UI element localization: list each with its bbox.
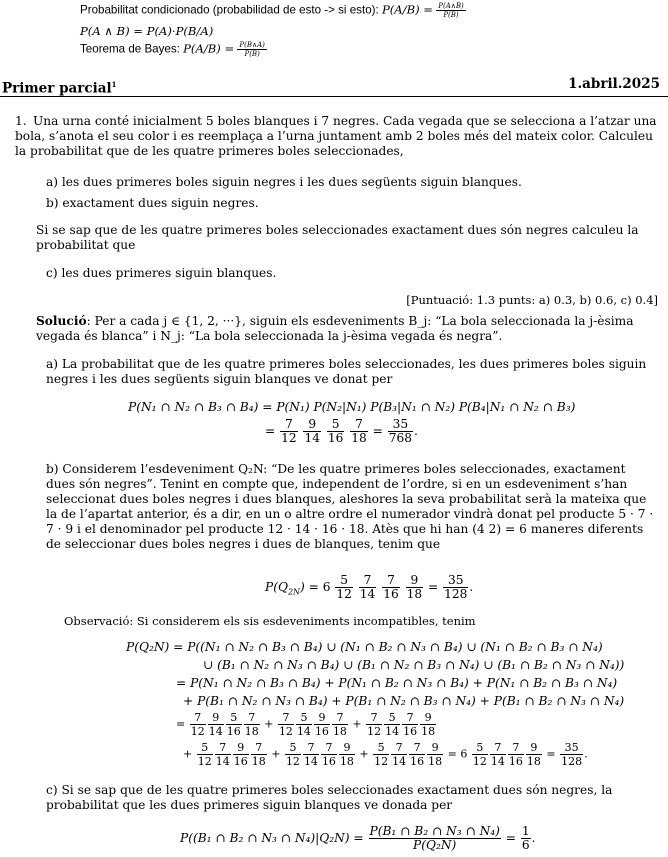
solution-intro-text: : Per a cada j ∈ {1, 2, ···}, siguin els esdeveniments B_j: “La bola seleccionada la j-èsima vegada és blanca” i N_j: “La bola seleccionada la j-èsima vegada és negra”. (36, 314, 634, 343)
problem-item-b: b) exactament dues siguin negres. (46, 196, 259, 210)
note-line-3 (80, 41, 267, 58)
frac-num: P(A∧B) (438, 2, 464, 10)
fraction: $\frac{9}{14}$ (304, 417, 320, 445)
exam-title (2, 77, 116, 97)
fraction: $\frac{5}{16}$ (327, 417, 344, 445)
fraction: $\frac{7}{16}$ (383, 573, 399, 601)
solution-c-eq: P((B₁ ∩ B₂ ∩ N₃ ∩ N₄)|Q₂N) = $\frac{\text{P(B₁ ∩ B₂ ∩ N₃ ∩ N₄)}}{\text{P(Q₂N)}}$ = $\frac{1}{6}$ . (180, 824, 536, 852)
solution-b-text: b) Considerem l’esdeveniment Q₂N: “De les quatre primeres boles seleccionades, exactament dues són negres”. Tenint en compte que, independent de l’ordre, si en un esdeveniment s’han seleccionat dues boles negres i dues blanques, aleshores la seva probabilitat serà la mateixa que la de l’apartat anterior, és a dir, en un o altre ordre el numerador vindrà donat pel producte 5 · 7 · 7 · 9 i el denominador pel producte 12 · 14 · 16 · 18. Atès que hi han (4 2) = 6 maneres diferents de seleccionar dues boles negres i dues de blanques, tenim que (46, 462, 654, 551)
frac-num: P(B₁ ∩ B₂ ∩ N₃ ∩ N₄) (369, 824, 500, 838)
solution-a-eq1: P(N₁ ∩ N₂ ∩ B₃ ∩ B₄) = P(N₁) P(N₂|N₁) P(B₃|N₁ ∩ N₂) P(B₄|N₁ ∩ N₂ ∩ B₃) (128, 400, 576, 414)
frac-den: P(B) (244, 50, 260, 58)
fraction: $\frac{7}{12}$ (281, 417, 297, 445)
fraction (369, 825, 501, 852)
note-text: Probabilitat condicionado (probabilidad de esto -> si esto): (80, 3, 379, 17)
observation-line-2: ∪ (B₁ ∩ N₂ ∩ N₃ ∩ B₄) ∪ (B₁ ∩ N₂ ∩ B₃ ∩ N₄) ∪ (B₁ ∩ B₂ ∩ N₃ ∩ N₄)) (203, 658, 625, 672)
fraction: $\frac{9}{18}$ (406, 573, 423, 601)
solution-b-eq: $P(Q_{2N}) = 6$ $\frac{5}{12}$ $\frac{7}{14}$ $\frac{7}{16}$ $\frac{9}{18}$ = $\frac{35}{128}$ . (265, 573, 474, 601)
problem-item-c: c) les dues primeres siguin blanques. (46, 266, 277, 280)
observation-line-1: P(Q₂N) = P((N₁ ∩ N₂ ∩ B₃ ∩ B₄) ∪ (N₁ ∩ B₂ ∩ N₃ ∩ B₄) ∪ (N₁ ∩ B₂ ∩ B₃ ∩ N₄) (126, 640, 603, 654)
note-math: P(A/B) = (381, 2, 434, 17)
problem-item-a: a) les dues primeres boles siguin negres i les dues següents siguin blanques. (46, 175, 522, 189)
note-text: Teorema de Bayes: (80, 42, 180, 56)
note-line-2: P(A ∧ B) = P(A)·P(B/A) (80, 24, 214, 38)
footnote-mark: 1 (111, 80, 117, 89)
fraction-result: $\frac{35}{768}$ (388, 417, 413, 445)
note-fraction (237, 41, 267, 58)
observation-text: Observació: Si considerem els sis esdeveniments incompatibles, tenim (64, 614, 476, 628)
header-rule (0, 96, 668, 97)
solution-intro (36, 314, 658, 344)
c-eq-lhs: P((B₁ ∩ B₂ ∩ N₃ ∩ N₄)|Q₂N) = (180, 831, 364, 845)
frac-den: P(B) (443, 11, 459, 19)
note-math: P(A/B) = (183, 41, 235, 56)
problem-statement (15, 114, 660, 159)
exam-date: 1.abril.2025 (568, 76, 660, 92)
note-line-1 (80, 2, 466, 19)
frac-den: P(Q₂N) (413, 838, 457, 852)
fraction: $\frac{7}{14}$ (359, 573, 376, 601)
fraction-result: $\frac{35}{128}$ (444, 573, 468, 601)
solution-a-eq2: = $\frac{7}{12}$ $\frac{9}{14}$ $\frac{5}{16}$ $\frac{7}{18}$ = $\frac{35}{768}$ . (265, 417, 418, 445)
problem-number: 1. (15, 114, 27, 128)
solution-a-text: a) La probabilitat que de les quatre primeres boles seleccionades, les dues primeres boles siguin negres i les dues següents siguin blanques ve donat per (46, 357, 647, 386)
observation-line-5: = $\frac{7}{12}$ $\frac{9}{14}$ $\frac{5}{16}$ $\frac{7}{18}$ + $\frac{7}{12}$ $\frac{5}{14}$ $\frac{9}{16}$ $\frac{7}{18}$ + $\frac{7}{12}$ $\frac{5}{14}$ $\frac{7}{16}$ $\frac{9}{18}$ (176, 711, 436, 738)
problem-text: Una urna conté inicialment 5 boles blanques i 7 negres. Cada vegada que se selecciona a l’atzar una bola, s’anota el seu color i es reemplaça a l’urna juntament amb 2 boles més del mateix color. Calculeu la probabilitat que de les quatre primeres boles seleccionades, (15, 114, 657, 158)
problem-mid-text: Si se sap que de les quatre primeres boles seleccionades exactament dues són negres calculeu la probabilitat que (36, 223, 639, 252)
fraction: $\frac{7}{18}$ (351, 417, 367, 445)
fraction: $\frac{5}{12}$ (336, 573, 352, 601)
fraction-result: $\frac{1}{6}$ (521, 824, 530, 852)
observation-line-6: + $\frac{5}{12}$ $\frac{7}{14}$ $\frac{9}{16}$ $\frac{7}{18}$ + $\frac{5}{12}$ $\frac{7}{14}$ $\frac{7}{16}$ $\frac{9}{18}$ + $\frac{5}{12}$ $\frac{7}{14}$ $\frac{7}{16}$ $\frac{9}{18}$ = 6 $\frac{5}{12}$ $\frac{7}{14}$ $\frac{7}{16}$ $\frac{9}{18}$ = $\frac{35}{128}$ . (183, 741, 588, 768)
note-fraction (436, 2, 466, 19)
observation-line-4: + P(B₁ ∩ N₂ ∩ N₃ ∩ B₄) + P(B₁ ∩ N₂ ∩ B₃ ∩ N₄) + P(B₁ ∩ B₂ ∩ N₃ ∩ N₄) (183, 694, 625, 708)
scoring: [Puntuació: 1.3 punts: a) 0.3, b) 0.6, c) 0.4] (406, 293, 658, 307)
solution-label: Solució (36, 314, 87, 328)
exam-title-text: Primer parcial (2, 80, 112, 97)
observation-line-3: = P(N₁ ∩ N₂ ∩ B₃ ∩ B₄) + P(N₁ ∩ B₂ ∩ N₃ ∩ B₄) + P(N₁ ∩ B₂ ∩ B₃ ∩ N₄) (176, 676, 618, 690)
exam-header (0, 77, 668, 97)
frac-num: P(B∧A) (239, 41, 265, 49)
solution-c-text: c) Si se sap que de les quatre primeres boles seleccionades exactament dues són negres, la probabilitat que les dues primeres siguin blanques ve donada per (46, 783, 613, 812)
